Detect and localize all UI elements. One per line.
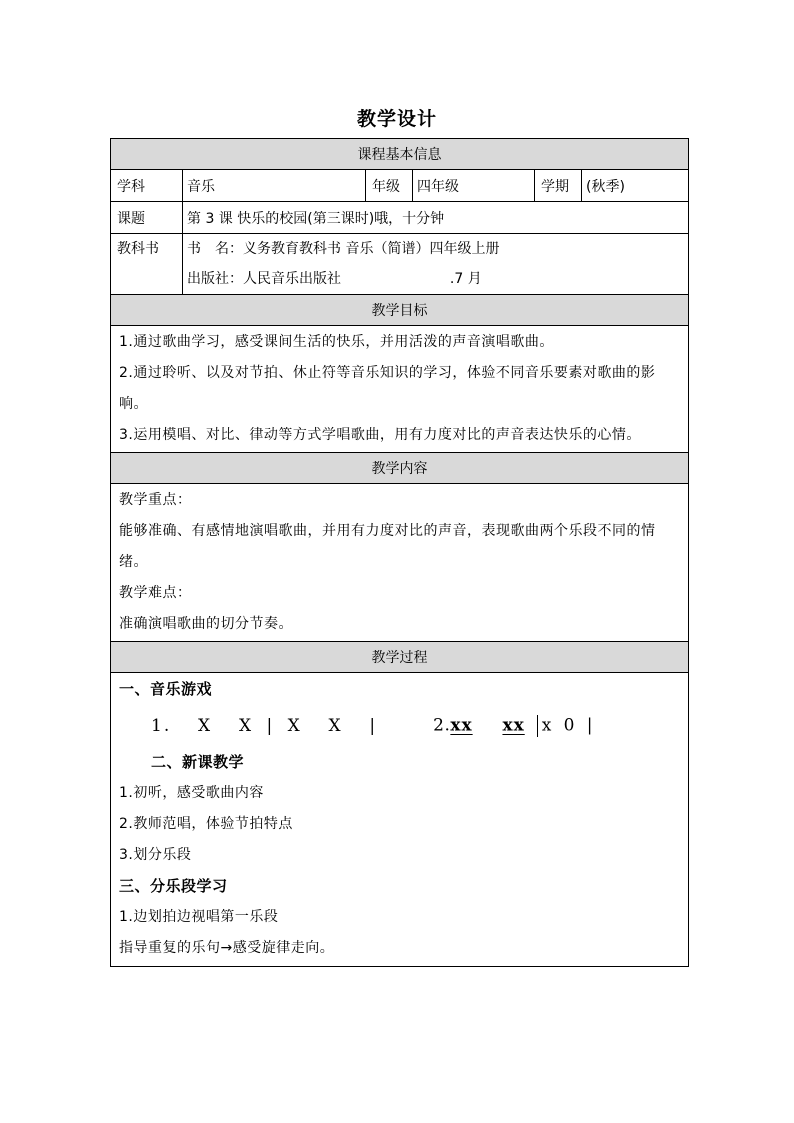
publisher: 出版社：人民音乐出版社 <box>187 271 341 287</box>
content-cell <box>111 484 689 642</box>
publish-date: .7 月 <box>449 271 482 287</box>
process-heading-2: 二、新课教学 <box>151 753 245 771</box>
process-cell <box>111 673 689 967</box>
grade-value: 四年级 <box>413 170 535 202</box>
textbook-label: 教科书 <box>111 234 183 295</box>
difficulty-text: 准确演唱歌曲的切分节奏。 <box>119 616 293 632</box>
key-point-text: 能够准确、有感情地演唱歌曲，并用有力度对比的声音，表现歌曲两个乐段不同的情绪。 <box>119 523 656 570</box>
process-step: 1.初听，感受歌曲内容 <box>119 785 264 801</box>
section-objectives: 教学目标 <box>111 295 689 326</box>
objective-item: 3.运用模唱、对比、律动等方式学唱歌曲，用有力度对比的声音表达快乐的心情。 <box>119 427 641 443</box>
process-step: 指导重复的乐句→感受旋律走向。 <box>119 940 335 956</box>
section-process: 教学过程 <box>111 642 689 673</box>
rhythm-2-number: 2. <box>433 715 451 736</box>
objectives-cell <box>111 326 689 453</box>
lesson-plan-table <box>110 138 689 967</box>
lesson-label: 课题 <box>111 202 183 234</box>
term-label: 学期 <box>535 170 582 202</box>
publisher-line <box>187 264 682 294</box>
subject-label: 学科 <box>111 170 183 202</box>
objective-item: 2.通过聆听、以及对节拍、休止符等音乐知识的学习，体验不同音乐要素对歌曲的影响。 <box>119 365 656 412</box>
process-step: 2.教师范唱，体验节拍特点 <box>119 816 293 832</box>
document-title: 教学设计 <box>356 108 437 130</box>
key-point-label: 教学重点： <box>119 492 192 508</box>
process-step: 1.边划拍边视唱第一乐段 <box>119 909 279 925</box>
difficulty-label: 教学难点： <box>119 585 192 601</box>
rhythm-exercises <box>119 705 680 747</box>
section-basic-info: 课程基本信息 <box>111 139 689 170</box>
process-heading-1: 一、音乐游戏 <box>119 680 213 698</box>
textbook-name: 书 名：义务教育教科书 音乐（简谱）四年级上册 <box>187 241 500 257</box>
rhythm-2-beat-c: x 0 | <box>541 715 593 736</box>
section-content: 教学内容 <box>111 453 689 484</box>
rhythm-2-beat-b: xx <box>502 715 525 736</box>
grade-label: 年级 <box>366 170 413 202</box>
process-step: 3.划分乐段 <box>119 847 192 863</box>
process-heading-3: 三、分乐段学习 <box>119 877 228 895</box>
lesson-value: 第 3 课 快乐的校园(第三课时)哦，十分钟 <box>183 202 689 234</box>
subject-value: 音乐 <box>183 170 366 202</box>
rhythm-2-beat-a: xx <box>450 715 473 736</box>
rhythm-1: 1. X X | X X | <box>151 716 378 736</box>
objective-item: 1.通过歌曲学习，感受课间生活的快乐，并用活泼的声音演唱歌曲。 <box>119 334 554 350</box>
barline <box>537 715 538 737</box>
term-value: (秋季) <box>582 170 689 202</box>
rhythm-2 <box>433 715 593 737</box>
textbook-info <box>183 234 689 295</box>
